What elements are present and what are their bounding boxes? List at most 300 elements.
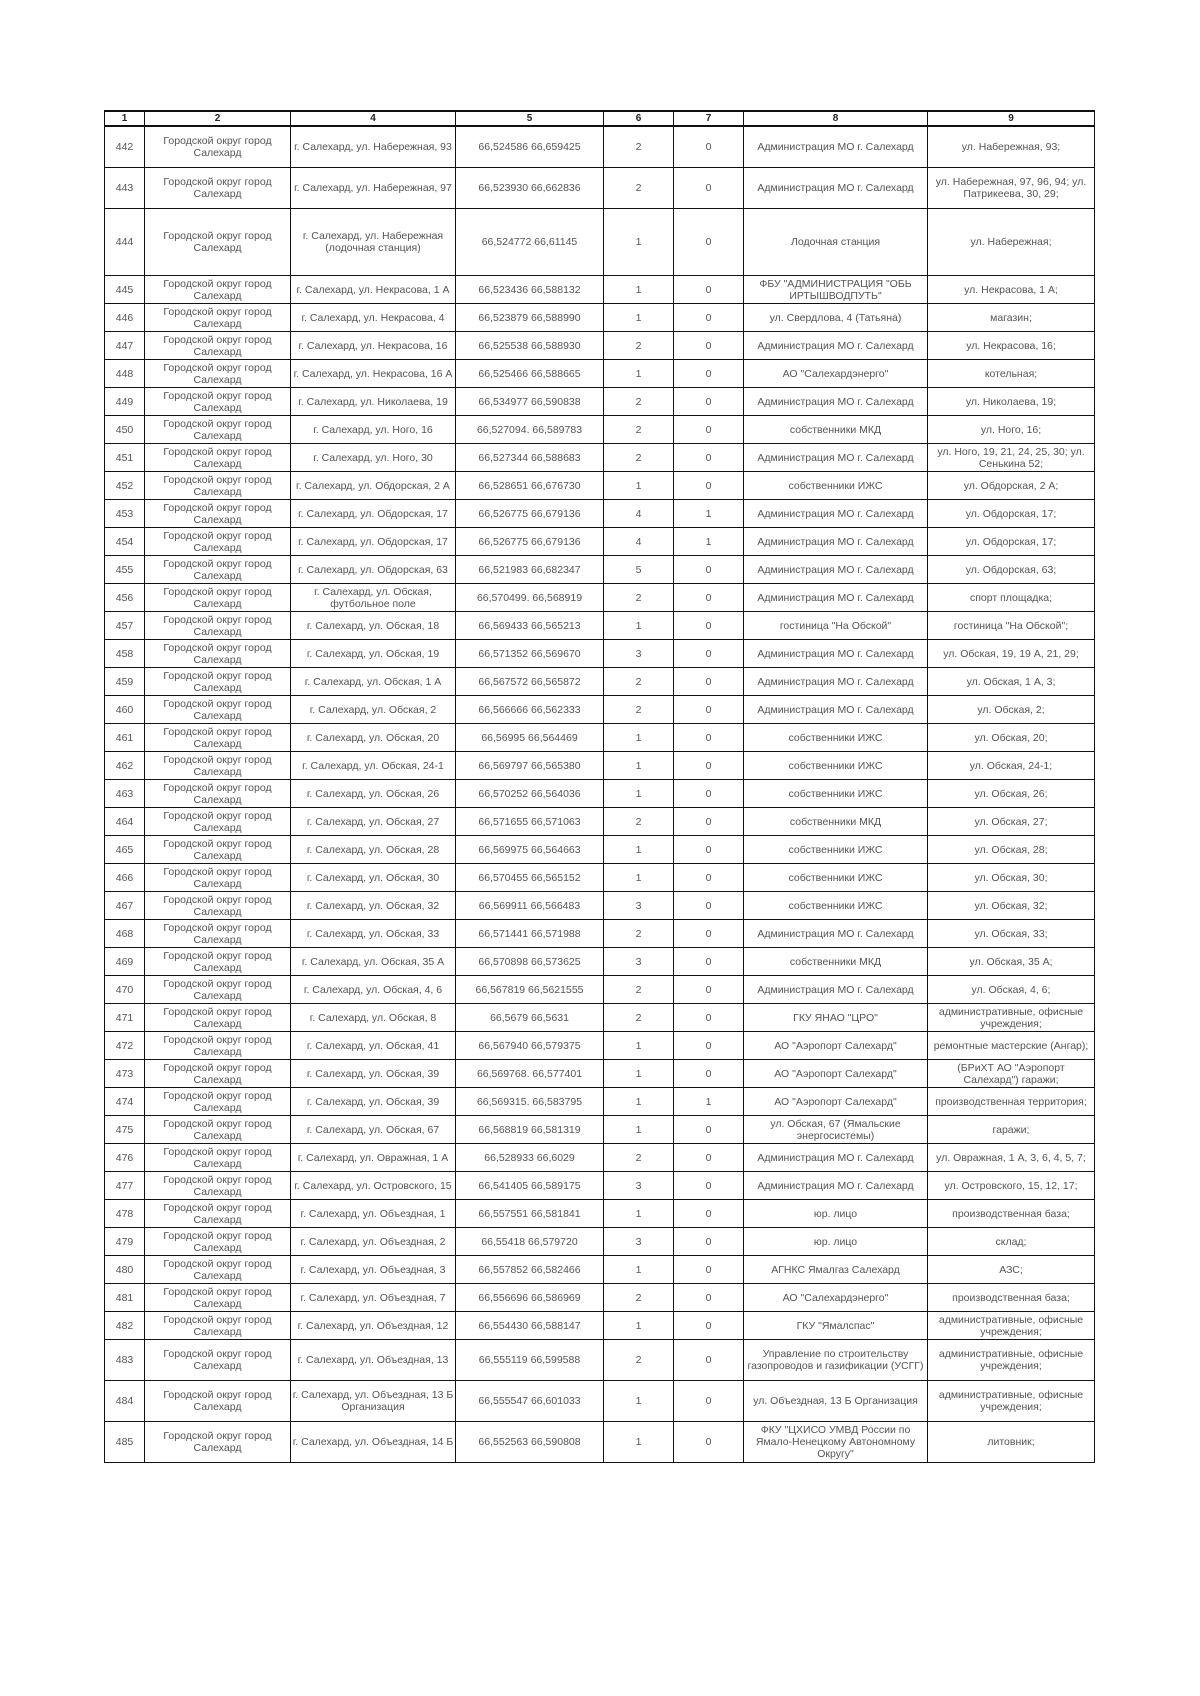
table-row [105, 612, 1095, 640]
table-row [105, 556, 1095, 584]
coordinates-cell: 66,569433 66,565213 [456, 612, 604, 640]
table-row [105, 1200, 1095, 1228]
row-number: 459 [105, 668, 145, 696]
district-cell: Городской округ город Салехард [145, 444, 291, 472]
row-number: 456 [105, 584, 145, 612]
address-cell: г. Салехард, ул. Ного, 30 [291, 444, 456, 472]
row-number: 482 [105, 1312, 145, 1340]
served-objects-cell: АЗС; [928, 1256, 1095, 1284]
owner-cell: Администрация МО г. Салехард [744, 696, 928, 724]
address-cell: г. Салехард, ул. Обдорская, 63 [291, 556, 456, 584]
district-cell: Городской округ город Салехард [145, 584, 291, 612]
address-cell: г. Салехард, ул. Обская, 20 [291, 724, 456, 752]
column-7-cell: 0 [674, 472, 744, 500]
address-cell: г. Салехард, ул. Объездная, 12 [291, 1312, 456, 1340]
owner-cell: собственники ИЖС [744, 472, 928, 500]
col-header-5: 5 [456, 111, 604, 126]
address-cell: г. Салехард, ул. Обдорская, 2 А [291, 472, 456, 500]
district-cell: Городской округ город Салехард [145, 304, 291, 332]
district-cell: Городской округ город Салехард [145, 1144, 291, 1172]
col-header-7: 7 [674, 111, 744, 126]
column-7-cell: 0 [674, 1312, 744, 1340]
owner-cell: Администрация МО г. Салехард [744, 332, 928, 360]
column-7-cell: 0 [674, 126, 744, 168]
address-cell: г. Салехард, ул. Объездная, 1 [291, 1200, 456, 1228]
column-7-cell: 0 [674, 556, 744, 584]
district-cell: Городской округ город Салехард [145, 1116, 291, 1144]
row-number: 466 [105, 864, 145, 892]
address-cell: г. Салехард, ул. Некрасова, 16 А [291, 360, 456, 388]
address-cell: г. Салехард, ул. Некрасова, 16 [291, 332, 456, 360]
column-7-cell: 1 [674, 1088, 744, 1116]
column-7-cell: 0 [674, 1228, 744, 1256]
column-6-cell: 1 [604, 1256, 674, 1284]
row-number: 445 [105, 276, 145, 304]
owner-cell: собственники ИЖС [744, 752, 928, 780]
column-6-cell: 2 [604, 1004, 674, 1032]
column-6-cell: 1 [604, 780, 674, 808]
district-cell: Городской округ город Салехард [145, 640, 291, 668]
table-row [105, 864, 1095, 892]
district-cell: Городской округ город Салехард [145, 1312, 291, 1340]
coordinates-cell: 66,525466 66,588665 [456, 360, 604, 388]
row-number: 457 [105, 612, 145, 640]
row-number: 485 [105, 1422, 145, 1463]
owner-cell: Администрация МО г. Салехард [744, 126, 928, 168]
column-6-cell: 3 [604, 1172, 674, 1200]
table-row [105, 500, 1095, 528]
table-row [105, 1172, 1095, 1200]
row-number: 477 [105, 1172, 145, 1200]
district-cell: Городской округ город Салехард [145, 528, 291, 556]
owner-cell: собственники ИЖС [744, 892, 928, 920]
column-6-cell: 2 [604, 696, 674, 724]
district-cell: Городской округ город Салехард [145, 1340, 291, 1381]
row-number: 446 [105, 304, 145, 332]
coordinates-cell: 66,570455 66,565152 [456, 864, 604, 892]
column-6-cell: 2 [604, 1144, 674, 1172]
address-cell: г. Салехард, ул. Обская, 39 [291, 1060, 456, 1088]
served-objects-cell: ул. Обская, 19, 19 А, 21, 29; [928, 640, 1095, 668]
column-7-cell: 0 [674, 1256, 744, 1284]
owner-cell: Администрация МО г. Салехард [744, 640, 928, 668]
column-6-cell: 1 [604, 304, 674, 332]
table-row [105, 1144, 1095, 1172]
served-objects-cell: ул. Обдорская, 17; [928, 500, 1095, 528]
row-number: 448 [105, 360, 145, 388]
address-cell: г. Салехард, ул. Объездная, 14 Б [291, 1422, 456, 1463]
district-cell: Городской округ город Салехард [145, 1172, 291, 1200]
col-header-8: 8 [744, 111, 928, 126]
coordinates-cell: 66,56995 66,564469 [456, 724, 604, 752]
column-6-cell: 2 [604, 388, 674, 416]
row-number: 447 [105, 332, 145, 360]
owner-cell: ул. Объездная, 13 Б Организация [744, 1381, 928, 1422]
table-row [105, 668, 1095, 696]
served-objects-cell: ул. Обская, 30; [928, 864, 1095, 892]
owner-cell: Лодочная станция [744, 209, 928, 276]
row-number: 476 [105, 1144, 145, 1172]
address-cell: г. Салехард, ул. Набережная (лодочная станция) [291, 209, 456, 276]
district-cell: Городской округ город Салехард [145, 209, 291, 276]
served-objects-cell: ул. Обская, 4, 6; [928, 976, 1095, 1004]
served-objects-cell: ул. Набережная, 97, 96, 94; ул. Патрикеева, 30, 29; [928, 168, 1095, 209]
column-6-cell: 4 [604, 528, 674, 556]
served-objects-cell: ул. Обдорская, 63; [928, 556, 1095, 584]
column-7-cell: 0 [674, 1004, 744, 1032]
served-objects-cell: котельная; [928, 360, 1095, 388]
address-cell: г. Салехард, ул. Некрасова, 4 [291, 304, 456, 332]
owner-cell: Администрация МО г. Салехард [744, 668, 928, 696]
coordinates-cell: 66,541405 66,589175 [456, 1172, 604, 1200]
column-7-cell: 0 [674, 209, 744, 276]
column-7-cell: 0 [674, 1381, 744, 1422]
served-objects-cell: ул. Некрасова, 16; [928, 332, 1095, 360]
district-cell: Городской округ город Салехард [145, 976, 291, 1004]
row-number: 451 [105, 444, 145, 472]
row-number: 454 [105, 528, 145, 556]
served-objects-cell: административные, офисные учреждения; [928, 1381, 1095, 1422]
column-7-cell: 0 [674, 668, 744, 696]
coordinates-cell: 66,570499. 66,568919 [456, 584, 604, 612]
row-number: 460 [105, 696, 145, 724]
table-row [105, 1256, 1095, 1284]
owner-cell: Администрация МО г. Салехард [744, 168, 928, 209]
served-objects-cell: ул. Ного, 19, 21, 24, 25, 30; ул. Сенькина 52; [928, 444, 1095, 472]
coordinates-cell: 66,55418 66,579720 [456, 1228, 604, 1256]
served-objects-cell: ул. Обская, 2; [928, 696, 1095, 724]
row-number: 443 [105, 168, 145, 209]
table-row [105, 1340, 1095, 1381]
table-row [105, 332, 1095, 360]
row-number: 467 [105, 892, 145, 920]
column-6-cell: 4 [604, 500, 674, 528]
column-6-cell: 1 [604, 1032, 674, 1060]
served-objects-cell: административные, офисные учреждения; [928, 1004, 1095, 1032]
address-cell: г. Салехард, ул. Островского, 15 [291, 1172, 456, 1200]
column-6-cell: 2 [604, 920, 674, 948]
column-7-cell: 0 [674, 1284, 744, 1312]
district-cell: Городской округ город Салехард [145, 1088, 291, 1116]
coordinates-cell: 66,527094. 66,589783 [456, 416, 604, 444]
district-cell: Городской округ город Салехард [145, 864, 291, 892]
row-number: 468 [105, 920, 145, 948]
owner-cell: Администрация МО г. Салехард [744, 920, 928, 948]
address-cell: г. Салехард, ул. Обская, 35 А [291, 948, 456, 976]
owner-cell: АО "Аэропорт Салехард" [744, 1088, 928, 1116]
table-row [105, 444, 1095, 472]
served-objects-cell: ул. Обская, 33; [928, 920, 1095, 948]
served-objects-cell: ул. Островского, 15, 12, 17; [928, 1172, 1095, 1200]
served-objects-cell: ул. Обская, 24-1; [928, 752, 1095, 780]
column-7-cell: 0 [674, 1200, 744, 1228]
table-row [105, 1088, 1095, 1116]
address-cell: г. Салехард, ул. Объездная, 13 [291, 1340, 456, 1381]
served-objects-cell: литовник; [928, 1422, 1095, 1463]
row-number: 480 [105, 1256, 145, 1284]
row-number: 464 [105, 808, 145, 836]
district-cell: Городской округ город Салехард [145, 752, 291, 780]
coordinates-cell: 66,569768. 66,577401 [456, 1060, 604, 1088]
district-cell: Городской округ город Салехард [145, 1032, 291, 1060]
owner-cell: юр. лицо [744, 1200, 928, 1228]
coordinates-cell: 66,567940 66,579375 [456, 1032, 604, 1060]
row-number: 452 [105, 472, 145, 500]
district-cell: Городской округ город Салехард [145, 388, 291, 416]
row-number: 473 [105, 1060, 145, 1088]
served-objects-cell: ул. Обская, 32; [928, 892, 1095, 920]
served-objects-cell: административные, офисные учреждения; [928, 1340, 1095, 1381]
table-row [105, 1284, 1095, 1312]
column-7-cell: 0 [674, 304, 744, 332]
column-6-cell: 2 [604, 416, 674, 444]
district-cell: Городской округ город Салехард [145, 1422, 291, 1463]
address-cell: г. Салехард, ул. Обская, 24-1 [291, 752, 456, 780]
column-7-cell: 0 [674, 388, 744, 416]
owner-cell: АО "Аэропорт Салехард" [744, 1060, 928, 1088]
address-cell: г. Салехард, ул. Объездная, 2 [291, 1228, 456, 1256]
table-row [105, 416, 1095, 444]
owner-cell: Управление по строительству газопроводов и газификации (УСГГ) [744, 1340, 928, 1381]
table-row [105, 640, 1095, 668]
owner-cell: ФБУ "АДМИНИСТРАЦИЯ "ОБЬ ИРТЫШВОДПУТЬ" [744, 276, 928, 304]
column-7-cell: 0 [674, 1060, 744, 1088]
column-7-cell: 0 [674, 168, 744, 209]
served-objects-cell: ул. Ного, 16; [928, 416, 1095, 444]
column-6-cell: 2 [604, 668, 674, 696]
column-6-cell: 1 [604, 836, 674, 864]
address-cell: г. Салехард, ул. Обская, 26 [291, 780, 456, 808]
address-cell: г. Салехард, ул. Некрасова, 1 А [291, 276, 456, 304]
served-objects-cell: производственная база; [928, 1200, 1095, 1228]
column-7-cell: 0 [674, 948, 744, 976]
column-7-cell: 1 [674, 528, 744, 556]
served-objects-cell: производственная территория; [928, 1088, 1095, 1116]
column-7-cell: 0 [674, 1144, 744, 1172]
column-7-cell: 0 [674, 416, 744, 444]
table-row [105, 1312, 1095, 1340]
coordinates-cell: 66,523930 66,662836 [456, 168, 604, 209]
coordinates-cell: 66,569975 66,564663 [456, 836, 604, 864]
owner-cell: собственники ИЖС [744, 724, 928, 752]
row-number: 462 [105, 752, 145, 780]
coordinates-cell: 66,567572 66,565872 [456, 668, 604, 696]
table-row [105, 752, 1095, 780]
coordinates-cell: 66,5679 66,5631 [456, 1004, 604, 1032]
address-cell: г. Салехард, ул. Обская, 4, 6 [291, 976, 456, 1004]
district-cell: Городской округ город Салехард [145, 276, 291, 304]
coordinates-cell: 66,557551 66,581841 [456, 1200, 604, 1228]
owner-cell: ФКУ "ЦХИСО УМВД России по Ямало-Ненецкому Автономному Округу" [744, 1422, 928, 1463]
column-7-cell: 0 [674, 640, 744, 668]
served-objects-cell: ремонтные мастерские (Ангар); [928, 1032, 1095, 1060]
owner-cell: Администрация МО г. Салехард [744, 500, 928, 528]
coordinates-cell: 66,528651 66,676730 [456, 472, 604, 500]
address-cell: г. Салехард, ул. Обская, 41 [291, 1032, 456, 1060]
address-cell: г. Салехард, ул. Обская, 8 [291, 1004, 456, 1032]
column-6-cell: 2 [604, 808, 674, 836]
owner-cell: Администрация МО г. Салехард [744, 584, 928, 612]
owner-cell: ул. Обская, 67 (Ямальские энергосистемы) [744, 1116, 928, 1144]
row-number: 479 [105, 1228, 145, 1256]
column-7-cell: 1 [674, 500, 744, 528]
column-6-cell: 2 [604, 584, 674, 612]
column-7-cell: 0 [674, 276, 744, 304]
served-objects-cell: ул. Обская, 20; [928, 724, 1095, 752]
owner-cell: АО "Аэропорт Салехард" [744, 1032, 928, 1060]
column-6-cell: 3 [604, 1228, 674, 1256]
column-6-cell: 3 [604, 948, 674, 976]
table-row [105, 209, 1095, 276]
district-cell: Городской округ город Салехард [145, 1256, 291, 1284]
owner-cell: Администрация МО г. Салехард [744, 388, 928, 416]
district-cell: Городской округ город Салехард [145, 1228, 291, 1256]
district-cell: Городской округ город Салехард [145, 1284, 291, 1312]
table-row [105, 780, 1095, 808]
column-6-cell: 1 [604, 1381, 674, 1422]
served-objects-cell: ул. Набережная; [928, 209, 1095, 276]
served-objects-cell: производственная база; [928, 1284, 1095, 1312]
table-row [105, 696, 1095, 724]
district-cell: Городской округ город Салехард [145, 612, 291, 640]
col-header-1: 1 [105, 111, 145, 126]
district-cell: Городской округ город Салехард [145, 892, 291, 920]
owner-cell: Администрация МО г. Салехард [744, 444, 928, 472]
table-row [105, 1422, 1095, 1463]
owner-cell: АО "Салехардэнерго" [744, 360, 928, 388]
table-row [105, 528, 1095, 556]
district-cell: Городской округ город Салехард [145, 1004, 291, 1032]
row-number: 475 [105, 1116, 145, 1144]
table-row [105, 360, 1095, 388]
served-objects-cell: склад; [928, 1228, 1095, 1256]
owner-cell: собственники ИЖС [744, 864, 928, 892]
column-6-cell: 2 [604, 332, 674, 360]
address-cell: г. Салехард, ул. Обская, 19 [291, 640, 456, 668]
col-header-9: 9 [928, 111, 1095, 126]
table-row [105, 584, 1095, 612]
coordinates-cell: 66,555547 66,601033 [456, 1381, 604, 1422]
column-6-cell: 1 [604, 1312, 674, 1340]
owner-cell: собственники МКД [744, 948, 928, 976]
served-objects-cell: ул. Обская, 1 А, 3; [928, 668, 1095, 696]
column-6-cell: 1 [604, 1200, 674, 1228]
served-objects-cell: ул. Обская, 27; [928, 808, 1095, 836]
column-6-cell: 2 [604, 1284, 674, 1312]
district-cell: Городской округ город Салехард [145, 1060, 291, 1088]
owner-cell: Администрация МО г. Салехард [744, 976, 928, 1004]
coordinates-cell: 66,552563 66,590808 [456, 1422, 604, 1463]
column-7-cell: 0 [674, 1422, 744, 1463]
coordinates-cell: 66,556696 66,586969 [456, 1284, 604, 1312]
address-cell: г. Салехард, ул. Обская, 67 [291, 1116, 456, 1144]
table-row [105, 472, 1095, 500]
column-7-cell: 0 [674, 836, 744, 864]
table-row [105, 388, 1095, 416]
served-objects-cell: ул. Набережная, 93; [928, 126, 1095, 168]
coordinates-cell: 66,554430 66,588147 [456, 1312, 604, 1340]
coordinates-cell: 66,571655 66,571063 [456, 808, 604, 836]
column-7-cell: 0 [674, 1172, 744, 1200]
owner-cell: собственники ИЖС [744, 780, 928, 808]
address-cell: г. Салехард, ул. Объездная, 7 [291, 1284, 456, 1312]
column-7-cell: 0 [674, 920, 744, 948]
address-cell: г. Салехард, ул. Обская, 30 [291, 864, 456, 892]
coordinates-cell: 66,569315. 66,583795 [456, 1088, 604, 1116]
column-6-cell: 1 [604, 864, 674, 892]
owner-cell: АО "Салехардэнерго" [744, 1284, 928, 1312]
row-number: 484 [105, 1381, 145, 1422]
table-row [105, 1032, 1095, 1060]
column-7-cell: 0 [674, 696, 744, 724]
column-6-cell: 1 [604, 276, 674, 304]
served-objects-cell: ул. Овражная, 1 А, 3, 6, 4, 5, 7; [928, 1144, 1095, 1172]
district-cell: Городской округ город Салехард [145, 126, 291, 168]
row-number: 469 [105, 948, 145, 976]
row-number: 455 [105, 556, 145, 584]
address-cell: г. Салехард, ул. Обдорская, 17 [291, 528, 456, 556]
district-cell: Городской округ город Салехард [145, 500, 291, 528]
coordinates-cell: 66,557852 66,582466 [456, 1256, 604, 1284]
column-6-cell: 2 [604, 976, 674, 1004]
address-cell: г. Салехард, ул. Обская, футбольное поле [291, 584, 456, 612]
table-row [105, 276, 1095, 304]
coordinates-cell: 66,570898 66,573625 [456, 948, 604, 976]
column-7-cell: 0 [674, 892, 744, 920]
district-cell: Городской округ город Салехард [145, 724, 291, 752]
coordinates-cell: 66,570252 66,564036 [456, 780, 604, 808]
address-cell: г. Салехард, ул. Набережная, 93 [291, 126, 456, 168]
served-objects-cell: ул. Обдорская, 2 А; [928, 472, 1095, 500]
coordinates-cell: 66,571441 66,571988 [456, 920, 604, 948]
table-row [105, 724, 1095, 752]
served-objects-cell: гаражи; [928, 1116, 1095, 1144]
district-cell: Городской округ город Салехард [145, 920, 291, 948]
row-number: 461 [105, 724, 145, 752]
column-6-cell: 1 [604, 1422, 674, 1463]
coordinates-cell: 66,526775 66,679136 [456, 500, 604, 528]
owner-cell: собственники МКД [744, 416, 928, 444]
served-objects-cell: спорт площадка; [928, 584, 1095, 612]
coordinates-cell: 66,569911 66,566483 [456, 892, 604, 920]
row-number: 450 [105, 416, 145, 444]
column-7-cell: 0 [674, 1340, 744, 1381]
coordinates-cell: 66,569797 66,565380 [456, 752, 604, 780]
served-objects-cell: гостиница "На Обской"; [928, 612, 1095, 640]
address-cell: г. Салехард, ул. Обская, 28 [291, 836, 456, 864]
row-number: 483 [105, 1340, 145, 1381]
district-cell: Городской округ город Салехард [145, 696, 291, 724]
column-7-cell: 0 [674, 780, 744, 808]
address-cell: г. Салехард, ул. Николаева, 19 [291, 388, 456, 416]
column-7-cell: 0 [674, 864, 744, 892]
address-cell: г. Салехард, ул. Обская, 27 [291, 808, 456, 836]
table-row [105, 1116, 1095, 1144]
coordinates-cell: 66,526775 66,679136 [456, 528, 604, 556]
row-number: 472 [105, 1032, 145, 1060]
district-cell: Городской округ город Салехард [145, 668, 291, 696]
address-cell: г. Салехард, ул. Обская, 39 [291, 1088, 456, 1116]
owner-cell: ул. Свердлова, 4 (Татьяна) [744, 304, 928, 332]
row-number: 478 [105, 1200, 145, 1228]
served-objects-cell: административные, офисные учреждения; [928, 1312, 1095, 1340]
column-6-cell: 1 [604, 752, 674, 780]
served-objects-cell: ул. Николаева, 19; [928, 388, 1095, 416]
table-row [105, 920, 1095, 948]
coordinates-cell: 66,524772 66,61145 [456, 209, 604, 276]
table-row [105, 976, 1095, 1004]
district-cell: Городской округ город Салехард [145, 780, 291, 808]
